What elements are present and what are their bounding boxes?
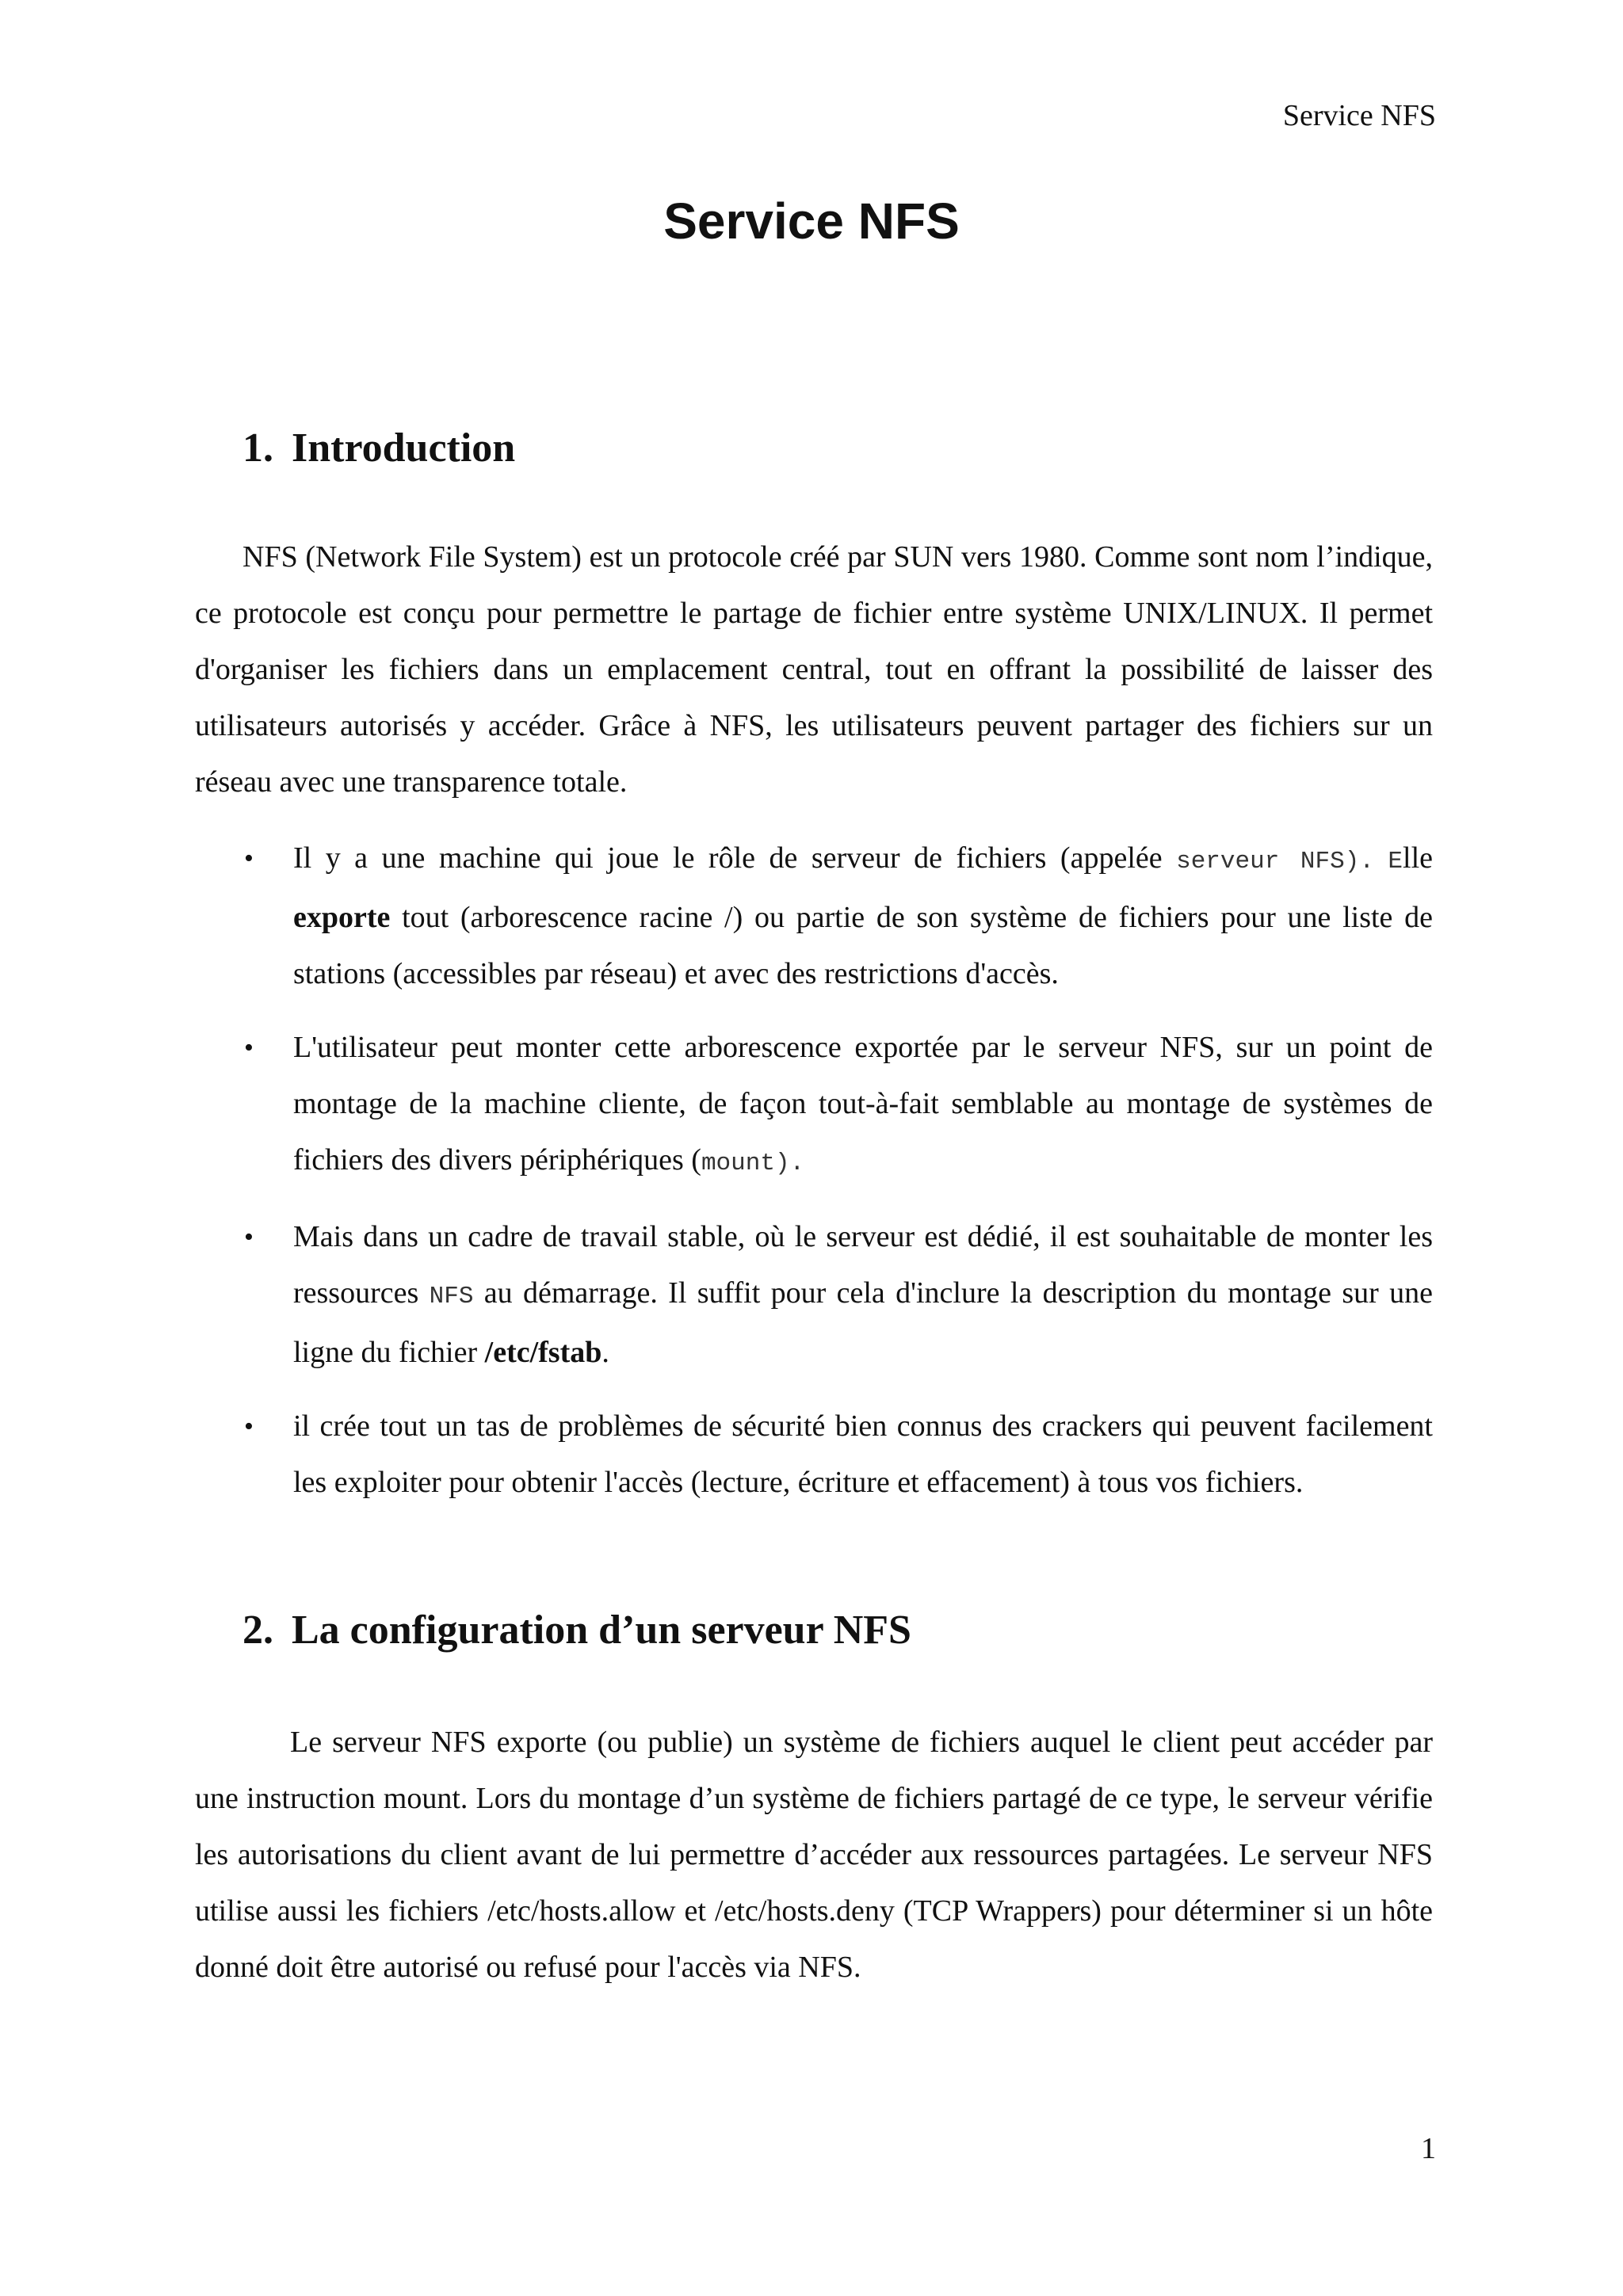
bold-term: /etc/fstab — [484, 1336, 602, 1369]
code-term: NFS — [429, 1283, 474, 1310]
page-title: Service NFS — [663, 193, 960, 250]
intro-paragraph: NFS (Network File System) est un protocole créé par SUN vers 1980. Comme sont nom l’indique, ce protocole est conçu pour permettre le partage de fichier entre système UNIX/LINUX. Il permet d'organiser les fichiers dans un emplacement central, tout en offrant la possibilité de laisser des utilisateurs autorisés y accéder. Grâce à NFS, les utilisateurs peuvent partager des fichiers sur un réseau avec une transparence totale. — [195, 540, 1433, 799]
section-2-title: La configuration d’un serveur NFS — [292, 1608, 911, 1653]
list-item — [195, 1398, 1433, 1511]
section-1-title: Introduction — [292, 425, 516, 471]
section-2-heading — [242, 1607, 911, 1653]
bullet-icon: • — [244, 1412, 254, 1441]
bullet-icon: • — [244, 1222, 254, 1252]
list-item — [195, 1209, 1433, 1381]
section-2-paragraph: Le serveur NFS exporte (ou publie) un système de fichiers auquel le client peut accéder par une instruction mount. Lors du montage d’un système de fichiers partagé de ce type, le serveur vérifie les autorisations du client avant de lui permettre d’accéder aux ressources partagées. Le serveur NFS utilise aussi les fichiers /etc/hosts.allow et /etc/hosts.deny (TCP Wrappers) pour déterminer si un hôte donné doit être autorisé ou refusé pour l'accès via NFS. — [195, 1726, 1433, 1984]
code-term: E — [1388, 848, 1403, 875]
feature-list — [195, 830, 1433, 1528]
section-1-heading — [242, 425, 515, 471]
list-item-text: Il y a une machine qui joue le rôle de serveur de fichiers (appelée — [293, 841, 1177, 875]
list-item-text: L'utilisateur peut monter cette arborescence exportée par le serveur NFS, sur un point de montage de la machine cliente, de façon tout-à-fait semblable au montage de systèmes de fichiers des divers périphériques ( — [293, 1031, 1433, 1177]
list-item-text: au démarrage. Il suffit pour cela d'inclure la description du montage sur une ligne du fichier — [293, 1276, 1433, 1369]
code-term: mount). — [701, 1150, 805, 1177]
list-item-text: . — [601, 1336, 609, 1369]
list-item — [195, 830, 1433, 1002]
list-item — [195, 1020, 1433, 1192]
list-item-text: tout (arborescence racine /) ou partie de son système de fichiers pour une liste de stations (accessibles par réseau) et avec des restrictions d'accès. — [293, 901, 1433, 990]
list-item-text: lle — [1403, 841, 1433, 875]
section-1-number: 1. — [242, 425, 273, 471]
list-item-text: il crée tout un tas de problèmes de sécurité bien connus des crackers qui peuvent facilement les exploiter pour obtenir l'accès (lecture, écriture et effacement) à tous vos fichiers. — [293, 1409, 1433, 1499]
bullet-icon: • — [244, 844, 254, 873]
section-2-number: 2. — [242, 1608, 273, 1653]
bold-term: exporte — [293, 901, 391, 934]
page-number: 1 — [1421, 2132, 1436, 2165]
code-term: serveur NFS). — [1176, 848, 1374, 875]
running-header: Service NFS — [1282, 99, 1436, 132]
bullet-icon: • — [244, 1033, 254, 1062]
list-item-text: Mais dans un cadre de travail stable, où le serveur est dédié, il est souhaitable de monter les ressources — [293, 1220, 1433, 1310]
